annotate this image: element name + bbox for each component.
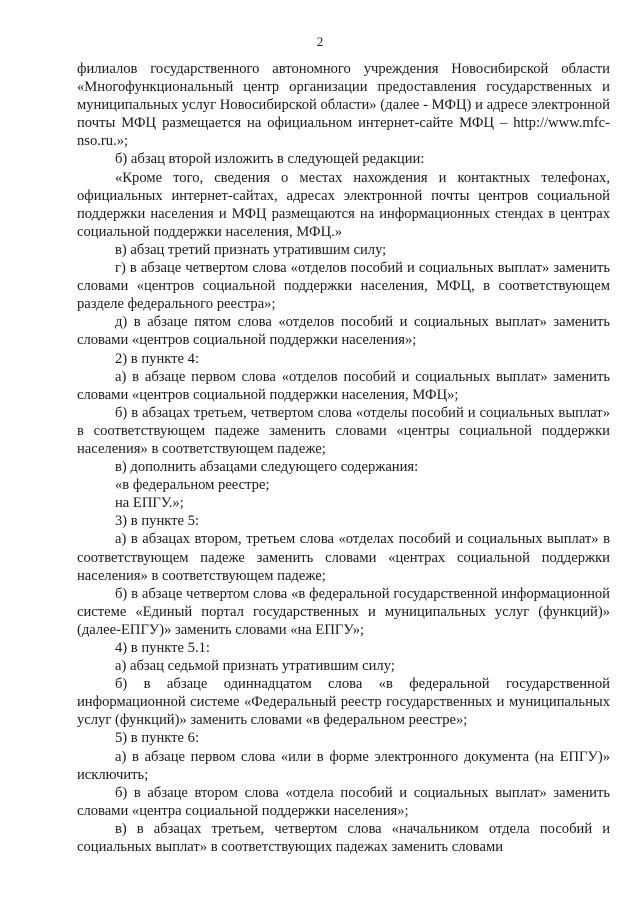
paragraph: «Кроме того, сведения о местах нахождения и контактных телефонах, официальных интернет-сайтах, адресах электронной почты центров социальной поддержки населения и МФЦ размещаются на информационных стендах в центрах социальной поддержки населения, МФЦ.» <box>77 169 610 240</box>
paragraph: в) в абзацах третьем, четвертом слова «начальником отдела пособий и социальных выплат» в соответствующих падежах заменить словами <box>77 820 610 856</box>
paragraph: б) в абзацах третьем, четвертом слова «отделы пособий и социальных выплат» в соответствующем падеже заменить словами «центры социальной поддержки населения» в соответствующем падеже; <box>77 404 610 457</box>
paragraph: а) в абзацах втором, третьем слова «отделах пособий и социальных выплат» в соответствующем падеже заменить словами «центрах социальной поддержки населения» в соответствующем падеже; <box>77 531 610 584</box>
paragraph: 3) в пункте 5: <box>115 513 200 530</box>
paragraph: б) в абзаце одиннадцатом слова «в федеральной государственной информационной системе «Федеральный реестр государственных и муниципальных услуг (функций)» заменить словами «в федеральном реестре»; <box>77 676 610 729</box>
paragraph: 4) в пункте 5.1: <box>115 640 210 656</box>
paragraph: б) абзац второй изложить в следующей редакции: <box>115 151 425 168</box>
paragraph: а) в абзаце первом слова «или в форме электронного документа (на ЕПГУ)» исключить; <box>77 748 610 783</box>
paragraph: в) абзац третий признать утратившим силу; <box>115 241 387 258</box>
paragraph: 5) в пункте 6: <box>115 730 200 747</box>
page-number: 2 <box>316 34 324 49</box>
paragraph: в) дополнить абзацами следующего содержания: <box>115 459 419 476</box>
paragraph: 2) в пункте 4: <box>115 350 200 367</box>
paragraph: «в федеральном реестре; <box>115 477 270 494</box>
paragraph: а) абзац седьмой признать утратившим силу; <box>115 658 395 675</box>
document-body <box>77 60 610 856</box>
paragraph: б) в абзаце втором слова «отдела пособий и социальных выплат» заменить словами «центра социальной поддержки населения»; <box>77 784 610 819</box>
paragraph: д) в абзаце пятом слова «отделов пособий и социальных выплат» заменить словами «центров социальной поддержки населения»; <box>77 314 610 349</box>
paragraph: б) в абзаце четвертом слова «в федеральной государственной информационной системе «Единый портал государственных и муниципальных услуг (функций)» (далее-ЕПГУ)» заменить словами «на ЕПГУ»; <box>77 585 610 638</box>
paragraph: на ЕПГУ.»; <box>115 495 184 512</box>
paragraph: а) в абзаце первом слова «отделов пособий и социальных выплат» заменить словами «центров социальной поддержки населения, МФЦ»; <box>77 368 610 403</box>
paragraph: г) в абзаце четвертом слова «отделов пособий и социальных выплат» заменить словами «центров социальной поддержки населения, МФЦ, в соответствующем разделе федерального реестра»; <box>77 260 610 313</box>
paragraph: филиалов государственного автономного учреждения Новосибирской области «Многофункциональный центр организации предоставления государственных и муниципальных услуг Новосибирской области» (далее - МФЦ) и адресе электронной почты МФЦ размещается на официальном интернет-сайте МФЦ – http://www.mfc-nso.ru.»; <box>77 61 610 150</box>
